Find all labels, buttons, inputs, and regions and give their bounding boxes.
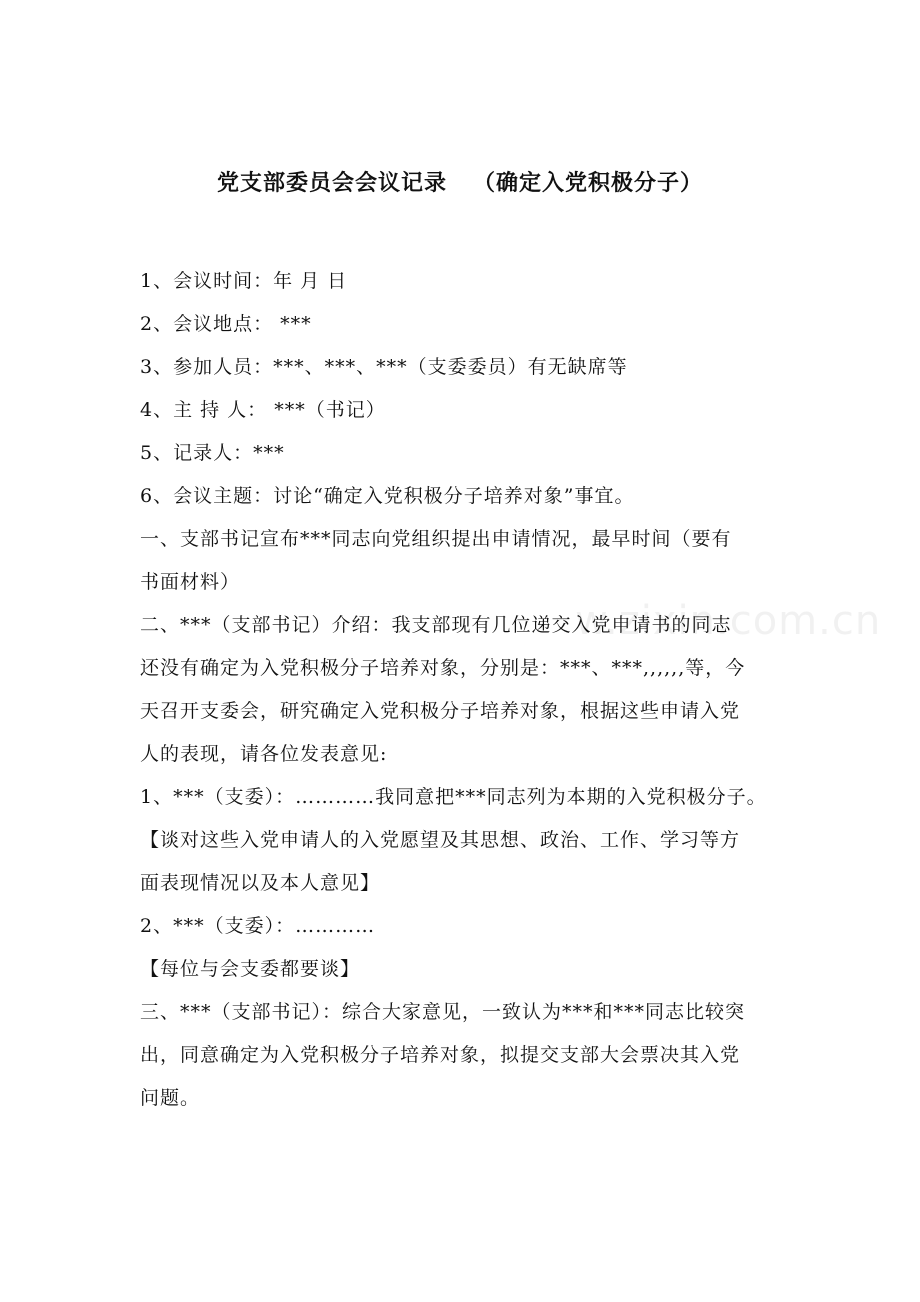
paragraph-line: 书面材料） (140, 571, 241, 593)
meeting-topic-line: 6、会议主题：讨论“确定入党积极分子培养对象”事宜。 (140, 485, 635, 507)
attendees-line: 3、参加人员：***、***、***（支委委员）有无缺席等 (140, 356, 628, 378)
paragraph-line: 【谈对这些入党申请人的入党愿望及其思想、政治、工作、学习等方 (140, 829, 741, 851)
meeting-time-line: 1、会议时间：年 月 日 (140, 270, 348, 292)
paragraph-line: 二、***（支部书记）介绍：我支部现有几位递交入党申请书的同志 (140, 614, 732, 636)
document-body (140, 260, 785, 1120)
host-line: 4、主 持 人： ***（书记） (140, 399, 386, 421)
paragraph-line: 还没有确定为入党积极分子培养对象，分别是：***、***,,,,,,等，今 (140, 657, 746, 679)
paragraph-line: 人的表现，请各位发表意见: (140, 743, 388, 765)
paragraph-line: 面表现情况以及本人意见】 (140, 872, 381, 894)
paragraph-line: 天召开支委会，研究确定入党积极分子培养对象，根据这些申请入党 (140, 700, 741, 722)
paragraph-line: 一、支部书记宣布***同志向党组织提出申请情况，最早时间（要有 (140, 528, 732, 550)
document-title: 党支部委员会会议记录 （确定入党积极分子） (217, 171, 703, 196)
meeting-location-line: 2、会议地点： *** (140, 313, 312, 335)
recorder-line: 5、记录人：*** (140, 442, 285, 464)
paragraph-line: 出，同意确定为入党积极分子培养对象，拟提交支部大会票决其入党 (140, 1044, 741, 1066)
paragraph-line: 1、***（支委）：…………我同意把***同志列为本期的入党积极分子。 (140, 786, 767, 808)
paragraph-line: 2、***（支委）：………… (140, 915, 376, 937)
paragraph-line: 三、***（支部书记）：综合大家意见，一致认为***和***同志比较突 (140, 1001, 746, 1023)
paragraph-line: 【每位与会支委都要谈】 (140, 958, 361, 980)
paragraph-line: 问题。 (140, 1087, 201, 1109)
watermark-text: w.zixin.com.cn (575, 598, 882, 644)
